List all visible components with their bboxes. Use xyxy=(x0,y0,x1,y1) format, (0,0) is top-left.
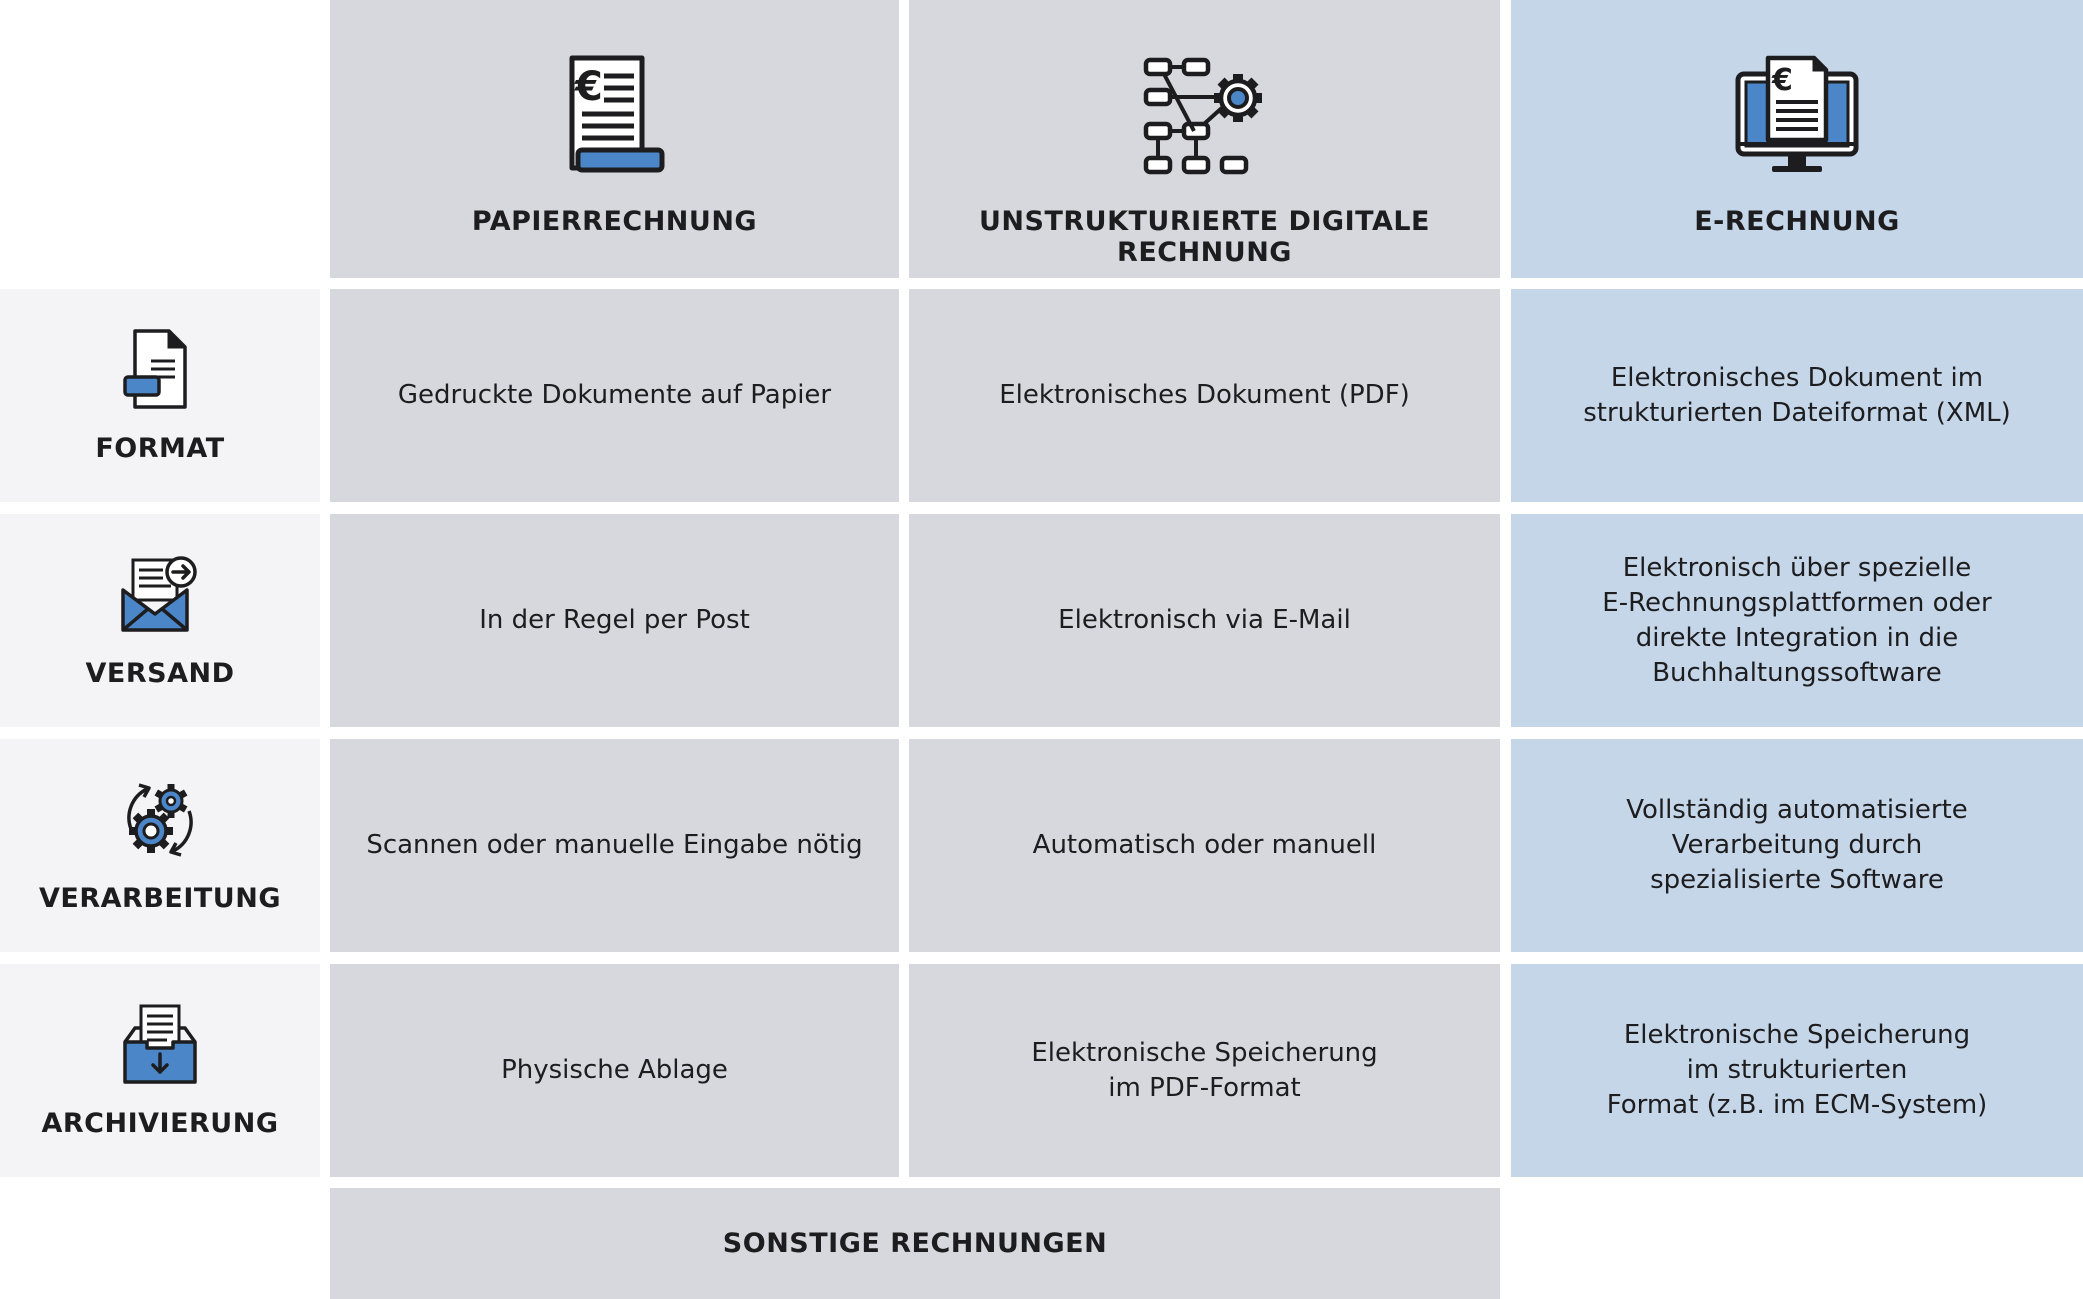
footer-title: SONSTIGE RECHNUNGEN xyxy=(722,1228,1108,1259)
svg-text:€: € xyxy=(574,64,603,110)
row-label-archivierung xyxy=(0,964,320,1177)
column-header-e-rechnung xyxy=(1511,0,2083,278)
cell-format-e-rechnung: Elektronisches Dokument im strukturierten Dateiformat (XML) xyxy=(1511,289,2083,502)
row-label-verarbeitung xyxy=(0,739,320,952)
row-title: ARCHIVIERUNG xyxy=(41,1108,279,1139)
row-title: VERARBEITUNG xyxy=(39,883,281,914)
column-title: E-RECHNUNG xyxy=(1694,206,1900,237)
document-icon xyxy=(117,327,203,413)
svg-text:€: € xyxy=(1772,63,1793,98)
cell-format-papierrechnung: Gedruckte Dokumente auf Papier xyxy=(330,289,899,502)
archive-inbox-icon xyxy=(117,1002,203,1088)
row-label-versand xyxy=(0,514,320,727)
column-title: PAPIERRECHNUNG xyxy=(471,206,758,237)
footer-sonstige-rechnungen xyxy=(330,1188,1500,1299)
envelope-send-icon xyxy=(117,552,203,638)
monitor-invoice-icon xyxy=(1732,54,1862,184)
row-title: VERSAND xyxy=(85,658,235,689)
cell-versand-e-rechnung: Elektronisch über spezielle E-Rechnungsplattformen oder direkte Integration in die Buchhaltungssoftware xyxy=(1511,514,2083,727)
column-header-papierrechnung xyxy=(330,0,899,278)
cell-versand-unstrukturiert: Elektronisch via E-Mail xyxy=(909,514,1500,727)
cell-archivierung-unstrukturiert: Elektronische Speicherung im PDF-Format xyxy=(909,964,1500,1177)
row-label-format xyxy=(0,289,320,502)
cell-archivierung-papierrechnung: Physische Ablage xyxy=(330,964,899,1177)
column-title: UNSTRUKTURIERTE DIGITALE RECHNUNG xyxy=(978,206,1430,268)
paper-invoice-icon xyxy=(550,54,680,184)
cell-verarbeitung-unstrukturiert: Automatisch oder manuell xyxy=(909,739,1500,952)
cell-verarbeitung-papierrechnung: Scannen oder manuelle Eingabe nötig xyxy=(330,739,899,952)
gears-cycle-icon xyxy=(117,777,203,863)
cell-format-unstrukturiert: Elektronisches Dokument (PDF) xyxy=(909,289,1500,502)
network-gear-icon xyxy=(1140,54,1270,184)
column-header-unstrukturierte-rechnung xyxy=(909,0,1500,278)
cell-versand-papierrechnung: In der Regel per Post xyxy=(330,514,899,727)
cell-archivierung-e-rechnung: Elektronische Speicherung im strukturierten Format (z.B. im ECM-System) xyxy=(1511,964,2083,1177)
row-title: FORMAT xyxy=(95,433,225,464)
cell-verarbeitung-e-rechnung: Vollständig automatisierte Verarbeitung durch spezialisierte Software xyxy=(1511,739,2083,952)
